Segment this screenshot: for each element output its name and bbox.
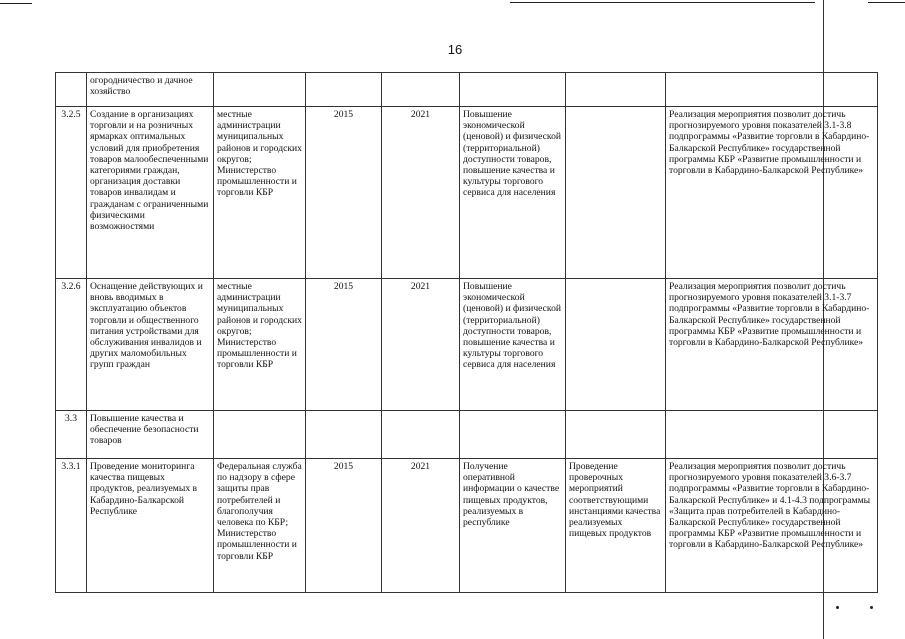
cell-activities — [566, 73, 666, 107]
cell-end-year — [382, 411, 460, 459]
cell-note: Реализация мероприятия позволит достичь прогнозируемого уровня показателей 3.6-3.7 подпрограммы «Развитие торговли в Кабардино-Балкарской Республике» и 4.1-4.3 подпрограммы «Защита прав потребителей в Кабардино-Балкарской Республике» государственной программы КБР «Развитие промышленности и торговли в Кабардино-Балкарской Республике» — [666, 459, 878, 593]
cell-measure-name: Оснащение действующих и вновь вводимых в эксплуатацию объектов торговли и общественного питания устройствами для обслуживания инвалидов и других маломобильных групп граждан — [87, 279, 214, 411]
cell-activities: Проведение проверочных мероприятий соответствующими инстанциями качества реализуемых пищевых продуктов — [566, 459, 666, 593]
cell-executor: местные администрации муниципальных районов и городских округов; Министерство промышленности и торговли КБР — [214, 107, 306, 279]
cell-end-year: 2021 — [382, 107, 460, 279]
cell-expected-result — [460, 73, 566, 107]
cell-start-year — [306, 411, 382, 459]
cell-number: 3.3 — [56, 411, 87, 459]
cell-expected-result: Повышение экономической (ценовой) и физической (территориальной) доступности товаров, повышение качества и культуры торгового сервиса для населения — [460, 279, 566, 411]
cell-number: 3.3.1 — [56, 459, 87, 593]
scan-line-top — [510, 2, 815, 3]
scan-line-right — [868, 2, 905, 3]
cell-number: 3.2.6 — [56, 279, 87, 411]
cell-measure-name: Проведение мониторинга качества пищевых продуктов, реализуемых в Кабардино-Балкарской Республике — [87, 459, 214, 593]
cell-end-year: 2021 — [382, 279, 460, 411]
cell-expected-result: Получение оперативной информации о качестве пищевых продуктов, реализуемых в республике — [460, 459, 566, 593]
cell-start-year: 2015 — [306, 279, 382, 411]
cell-measure-name: Создание в организациях торговли и на розничных ярмарках оптимальных условий для приобретения товаров малообеспеченными категориями граждан, организация доставки товаров инвалидам и гражданам с ограниченными физическими возможностями — [87, 107, 214, 279]
cell-expected-result — [460, 411, 566, 459]
program-measures-table — [55, 72, 878, 593]
table-row — [56, 107, 878, 279]
cell-end-year — [382, 73, 460, 107]
table-row — [56, 279, 878, 411]
scan-dot — [870, 606, 873, 609]
cell-note — [666, 73, 878, 107]
cell-note: Реализация мероприятия позволит достичь прогнозируемого уровня показателей 3.1-3.8 подпрограммы «Развитие торговли в Кабардино-Балкарской Республике» государственной программы КБР «Развитие промышленности и торговли в Кабардино-Балкарской Республике» — [666, 107, 878, 279]
cell-executor: местные администрации муниципальных районов и городских округов; Министерство промышленности и торговли КБР — [214, 279, 306, 411]
cell-measure-name: огородничество и дачное хозяйство — [87, 73, 214, 107]
page-number: 16 — [447, 42, 463, 57]
scan-dot — [836, 606, 839, 609]
table-row — [56, 459, 878, 593]
cell-executor — [214, 411, 306, 459]
scan-line-left — [0, 3, 32, 4]
cell-expected-result: Повышение экономической (ценовой) и физической (территориальной) доступности товаров, повышение качества и культуры торгового сервиса для населения — [460, 107, 566, 279]
cell-activities — [566, 279, 666, 411]
cell-executor — [214, 73, 306, 107]
cell-activities — [566, 411, 666, 459]
cell-start-year — [306, 73, 382, 107]
cell-number: 3.2.5 — [56, 107, 87, 279]
cell-end-year: 2021 — [382, 459, 460, 593]
cell-start-year: 2015 — [306, 459, 382, 593]
table-row — [56, 73, 878, 107]
cell-note — [666, 411, 878, 459]
cell-measure-name: Повышение качества и обеспечение безопасности товаров — [87, 411, 214, 459]
cell-executor: Федеральная служба по надзору в сфере защиты прав потребителей и благополучия человека по КБР; Министерство промышленности и торговли КБР — [214, 459, 306, 593]
cell-note: Реализация мероприятия позволит достичь прогнозируемого уровня показателей 3.1-3.7 подпрограммы «Развитие торговли в Кабардино-Балкарской Республике» государственной программы КБР «Развитие промышленности и торговли в Кабардино-Балкарской Республике» — [666, 279, 878, 411]
cell-activities — [566, 107, 666, 279]
cell-start-year: 2015 — [306, 107, 382, 279]
table-row — [56, 411, 878, 459]
cell-number — [56, 73, 87, 107]
